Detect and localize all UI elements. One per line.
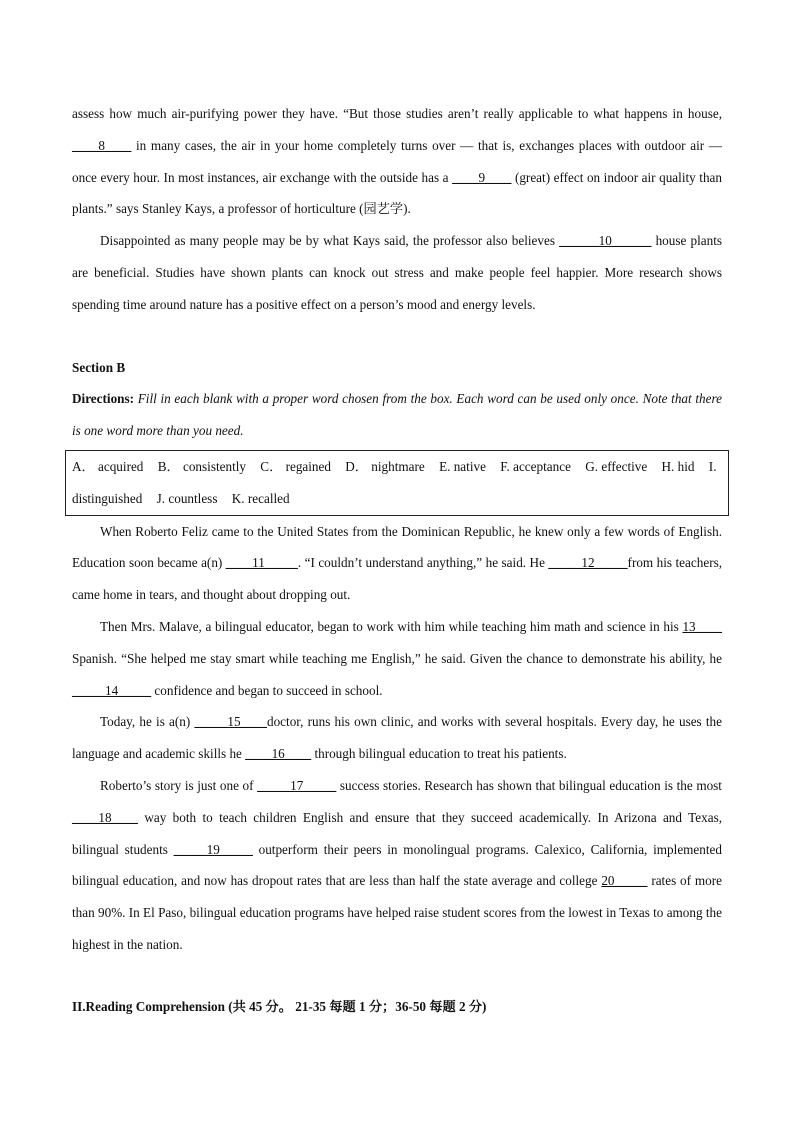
blank-17[interactable]: _____17_____ [257, 777, 337, 793]
directions-text: Fill in each blank with a proper word chosen from the box. Each word can be used only once. Note that there is one word more than you need. [72, 391, 722, 439]
blank-14[interactable]: _____14_____ [72, 682, 152, 698]
section-b-paragraph-1: When Roberto Feliz came to the United States from the Dominican Republic, he knew only a few words of English. Education soon became a(n) ____11_____. “I couldn’t understand anything,” he said. He _____12_____from his teachers, came home in tears, and thought about dropping out. [72, 523, 723, 603]
blank-13[interactable]: 13____ [682, 618, 722, 634]
section-b-paragraph-3: Today, he is a(n) _____15____doctor, runs his own clinic, and works with several hospitals. Every day, he uses the language and academic skills he ____16____ through bilingual education to treat his patients. [72, 714, 722, 762]
option-h: H. hid [661, 458, 695, 474]
blank-12[interactable]: _____12_____ [548, 555, 628, 571]
option-g: G. effective [585, 458, 648, 474]
option-b: B． consistently [157, 458, 246, 474]
option-a: A． acquired [72, 458, 144, 474]
option-e: E. native [439, 458, 486, 474]
blank-10[interactable]: ______10______ [559, 233, 652, 249]
option-k: K. recalled [231, 490, 290, 506]
option-c: C． regained [260, 458, 331, 474]
passage-paragraph-1: assess how much air-purifying power they have. “But those studies aren’t really applicable to what happens in house, ____8____ in many cases, the air in your home completely turns over — that is, exchanges places with outdoor air — once every hour. In most instances, air exchange with the outside has a ____9____ (great) effect on indoor air quality than plants.” says Stanley Kays, a professor of horticulture (园艺学). [72, 106, 722, 217]
document-page [72, 98, 722, 1023]
section-ii-title: II.Reading Comprehension (共 45 分。 21-35 每题 1 分；36-50 每题 2 分) [72, 998, 487, 1014]
blank-16[interactable]: ____16____ [245, 746, 312, 762]
directions-label: Directions: [72, 391, 135, 407]
blank-8[interactable]: ____8____ [72, 137, 132, 153]
blank-20[interactable]: 20_____ [601, 873, 648, 889]
option-f: F. acceptance [500, 458, 571, 474]
blank-19[interactable]: _____19_____ [173, 841, 253, 857]
option-d: D． nightmare [345, 458, 425, 474]
section-b-directions [72, 383, 722, 447]
option-j: J. countless [156, 490, 218, 506]
section-b-paragraph-4: Roberto’s story is just one of _____17_____ success stories. Research has shown that bilingual education is the most ____18____ way both to teach children English and ensure that they succeed academically. In Arizona and Texas, bilingual students _____19_____ outperform their peers in monolingual programs. Calexico, California, implemented bilingual education, and now has dropout rates that are less than half the state average and college 20_____ rates of more than 90%. In El Paso, bilingual education programs have helped raise student scores from the lowest in Texas to among the highest in the nation. [72, 777, 722, 952]
word-box [65, 450, 729, 516]
passage-paragraph-2: Disappointed as many people may be by what Kays said, the professor also believes ______10______ house plants are beneficial. Studies have shown plants can knock out stress and make people feel happier. More research shows spending time around nature has a positive effect on a person’s mood and energy levels. [72, 233, 722, 312]
blank-11[interactable]: ____11_____ [225, 555, 298, 571]
option-i: I. distinguished [72, 458, 717, 506]
section-b-title: Section B [72, 359, 126, 375]
blank-9[interactable]: ____9____ [452, 169, 512, 185]
blank-15[interactable]: _____15____ [194, 714, 267, 730]
blank-18[interactable]: ____18____ [72, 809, 138, 825]
section-b-paragraph-2: Then Mrs. Malave, a bilingual educator, began to work with him while teaching him math and science in his 13____ Spanish. “She helped me stay smart while teaching me English,” he said. Given the chance to demonstrate his ability, he _____14_____ confidence and began to succeed in school. [72, 618, 722, 698]
